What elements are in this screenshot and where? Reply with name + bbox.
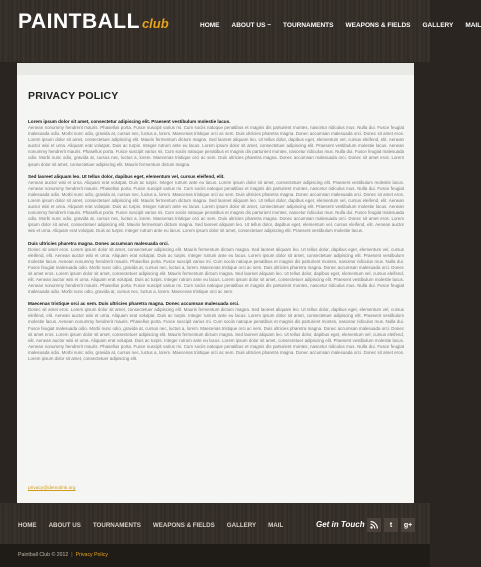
policy-section bbox=[28, 118, 404, 168]
footer-nav-mail[interactable]: MAIL bbox=[268, 522, 284, 529]
nav-home[interactable]: HOME bbox=[200, 22, 220, 29]
policy-section bbox=[28, 240, 404, 296]
footer-nav-about-us[interactable]: ABOUT US bbox=[48, 522, 81, 529]
privacy-policy-link[interactable]: Privacy Policy bbox=[75, 552, 108, 558]
page-title: PRIVACY POLICY bbox=[28, 90, 119, 102]
copyright-separator: | bbox=[71, 552, 73, 558]
section-heading: Duis ultricies pharetra magna. Donec accumsan malesuada orci. bbox=[28, 240, 169, 246]
nav-weapons-fields[interactable]: WEAPONS & FIELDS bbox=[345, 22, 411, 29]
footer-nav bbox=[18, 522, 295, 529]
section-body: Aenean nonummy hendrerit mauris. Phasellus porta. Fusce suscipit varius mi. Cum sociis natoque penatibus et magnis dis parturient montes, nascetur ridiculus mus. Nulla dui. Fusce feugiat malesuada odio. Morbi nunc odio, gravida at, cursus nec, luctus a, lorem. Maecenas tristique orci ac sem. Duis ultricies pharetra magna. Donec accumsan malesuada orci. Donec sit amet eros. Lorem ipsum dolor sit amet, consectetuer adipiscing elit. Mauris fermentum dictum magna. Sed laoreet aliquam leo. Ut tellus dolor, dapibus eget, elementum vel, cursus eleifend, elit. Aenean auctor wisi et urna. Aliquam erat volutpat. Duis ac turpis. Integer rutrum ante eu lacus. Lorem ipsum dolor sit amet, consectetuer adipiscing elit. Praesent vestibulum molestie lacus. Aenean nonummy hendrerit mauris. Phasellus porta. Fusce suscipit varius mi. Cum sociis natoque penatibus et magnis dis parturient montes, nascetur ridiculus mus. Nulla dui. Fusce feugiat malesuada odio. Morbi nunc odio, gravida at, cursus nec, luctus a, lorem. Maecenas tristique orci ac sem. Duis ultricies pharetra magna. Donec accumsan malesuada orci. Donec sit amet eros. Lorem ipsum dolor sit amet, consectetuer adipiscing elit. Mauris fermentum dictum magna. bbox=[28, 125, 404, 167]
privacy-email-link[interactable]: privacy@demolink.org bbox=[28, 486, 76, 491]
google-plus-icon[interactable]: g+ bbox=[401, 518, 415, 532]
site-logo[interactable] bbox=[18, 10, 169, 34]
policy-section bbox=[28, 300, 404, 362]
copyright-bar bbox=[0, 544, 430, 567]
content-panel bbox=[17, 63, 414, 503]
nav-gallery[interactable]: GALLERY bbox=[422, 22, 454, 29]
section-body: Donec sit amet eros. Lorem ipsum dolor sit amet, consectetuer adipiscing elit. Mauris fermentum dictum magna. Sed laoreet aliquam leo. Ut tellus dolor, dapibus eget, elementum vel, cursus eleifend, elit. Aenean auctor wisi et urna. Aliquam erat volutpat. Duis ac turpis. Integer rutrum ante eu lacus. Lorem ipsum dolor sit amet, consectetuer adipiscing elit. Praesent vestibulum molestie lacus. Aenean nonummy hendrerit mauris. Phasellus porta. Fusce suscipit varius mi. Cum sociis natoque penatibus et magnis dis parturient montes, nascetur ridiculus mus. Nulla dui. Fusce feugiat malesuada odio. Morbi nunc odio, gravida at, cursus nec, luctus a, lorem. Maecenas tristique orci ac sem. Duis ultricies pharetra magna. Donec accumsan malesuada orci. Donec sit amet eros. Lorem ipsum dolor sit amet, consectetuer adipiscing elit. Mauris fermentum dictum magna. Sed laoreet aliquam leo. Ut tellus dolor, dapibus eget, elementum vel, cursus eleifend, elit. Aenean auctor wisi et urna. Aliquam erat volutpat. Duis ac turpis. Integer rutrum ante eu lacus. Lorem ipsum dolor sit amet, consectetuer adipiscing elit. Praesent vestibulum molestie lacus. Aenean nonummy hendrerit mauris. Phasellus porta. Fusce suscipit varius mi. Cum sociis natoque penatibus et magnis dis parturient montes, nascetur ridiculus mus. Nulla dui. Fusce feugiat malesuada odio. Morbi nunc odio, gravida at, cursus nec, luctus a, lorem. Maecenas tristique orci ac sem. Duis ultricies pharetra magna. Donec accumsan malesuada orci. Donec sit amet eros. Lorem ipsum dolor sit amet, consectetuer adipiscing elit. bbox=[28, 307, 404, 361]
nav-about-us[interactable]: ABOUT US ~ bbox=[231, 22, 272, 29]
footer-nav-weapons-fields[interactable]: WEAPONS & FIELDS bbox=[152, 522, 215, 529]
rss-glyph bbox=[370, 521, 378, 529]
logo-text: PAINTBALL bbox=[18, 10, 140, 33]
site-header bbox=[0, 0, 481, 62]
rss-icon[interactable] bbox=[367, 518, 381, 532]
get-in-touch-label: Get in Touch bbox=[316, 520, 365, 529]
footer-nav-home[interactable]: HOME bbox=[18, 522, 37, 529]
footer bbox=[0, 503, 430, 544]
social-links bbox=[367, 518, 415, 532]
twitter-icon[interactable]: t bbox=[384, 518, 398, 532]
section-heading: Lorem ipsum dolor sit amet, consectetur adipiscing elit. Praesent vestibulum molestie lacus. bbox=[28, 119, 231, 124]
panel-top-strip bbox=[17, 63, 414, 75]
policy-section bbox=[28, 173, 404, 235]
footer-nav-tournaments[interactable]: TOURNAMENTS bbox=[92, 522, 141, 529]
section-heading: Sed laoreet aliquam leo. Ut tellus dolor, dapibus eget, elementum vel, cursus eleifend, elit. bbox=[28, 173, 225, 179]
copyright-text: Paintball Club © 2012 bbox=[18, 552, 69, 558]
footer-nav-gallery[interactable]: GALLERY bbox=[226, 522, 257, 529]
nav-mail[interactable]: MAIL bbox=[465, 22, 481, 29]
policy-sections bbox=[28, 118, 404, 367]
section-heading: Maecenas tristique orci ac sem. Duis ultricies pharetra magna. Donec accumsan malesuada orci. bbox=[28, 301, 240, 307]
logo-subtext: club bbox=[141, 16, 169, 31]
section-body: Donec sit amet eros. Lorem ipsum dolor sit amet, consectetuer adipiscing elit. Mauris fermentum dictum magna. Sed laoreet aliquam leo. Ut tellus dolor, dapibus eget, elementum vel, cursus eleifend, elit. Aenean auctor wisi et urna. Aliquam erat volutpat. Duis ac turpis. Integer rutrum ante eu lacus. Lorem ipsum dolor sit amet, consectetuer adipiscing elit. Praesent vestibulum molestie lacus. Aenean nonummy hendrerit mauris. Phasellus porta. Fusce suscipit varius mi. Cum sociis natoque penatibus et magnis dis parturient montes, nascetur ridiculus mus. Nulla dui. Fusce feugiat malesuada odio. Morbi nunc odio, gravida at, cursus nec, luctus a, lorem. Maecenas tristique orci ac sem. Duis ultricies pharetra magna. Donec accumsan malesuada orci. Donec sit amet eros. Lorem ipsum dolor sit amet, consectetuer adipiscing elit. Mauris fermentum dictum magna. Sed laoreet aliquam leo. Ut tellus dolor, dapibus eget, elementum vel, cursus eleifend, elit. Aenean auctor wisi et urna. Aliquam erat volutpat. Duis ac turpis. Integer rutrum ante eu lacus. Lorem ipsum dolor sit amet, consectetuer adipiscing elit. Praesent vestibulum molestie lacus. Aenean nonummy hendrerit mauris. Phasellus porta. Fusce suscipit varius mi. Cum sociis natoque penatibus et magnis dis parturient montes, nascetur ridiculus mus. Nulla dui. Fusce feugiat malesuada odio. Morbi nunc odio, gravida at, cursus nec, luctus a, lorem. Maecenas tristique orci ac sem. bbox=[28, 246, 404, 295]
main-nav bbox=[200, 22, 481, 29]
nav-tournaments[interactable]: TOURNAMENTS bbox=[283, 22, 334, 29]
copyright bbox=[18, 552, 108, 558]
section-body: Aenean auctor wisi et urna. Aliquam erat volutpat. Duis ac turpis. Integer rutrum ante eu lacus. Lorem ipsum dolor sit amet, consectetuer adipiscing elit. Praesent vestibulum molestie lacus. Aenean nonummy hendrerit mauris. Phasellus porta. Fusce suscipit varius mi. Cum sociis natoque penatibus et magnis dis parturient montes, nascetur ridiculus mus. Nulla dui. Fusce feugiat malesuada odio. Morbi nunc odio, gravida at, cursus nec, luctus a, lorem. Maecenas tristique orci ac sem. Duis ultricies pharetra magna. Donec accumsan malesuada orci. Donec sit amet eros. Lorem ipsum dolor sit amet, consectetuer adipiscing elit. Mauris fermentum dictum magna. Sed laoreet aliquam leo. Ut tellus dolor, dapibus eget, elementum vel, cursus eleifend, elit. Aenean auctor wisi et urna. Aliquam erat volutpat. Duis ac turpis. Integer rutrum ante eu lacus. Lorem ipsum dolor sit amet, consectetuer adipiscing elit. Praesent vestibulum molestie lacus. Aenean nonummy hendrerit mauris. Phasellus porta. Fusce suscipit varius mi. Cum sociis natoque penatibus et magnis dis parturient montes, nascetur ridiculus mus. Nulla dui. Fusce feugiat malesuada odio. Morbi nunc odio, gravida at, cursus nec, luctus a, lorem. Maecenas tristique orci ac sem. Duis ultricies pharetra magna. Donec accumsan malesuada orci. Donec sit amet eros. Lorem ipsum dolor sit amet, consectetuer adipiscing elit. Mauris fermentum dictum magna. Sed laoreet aliquam leo. Ut tellus dolor, dapibus eget, elementum vel, cursus eleifend, elit. Aenean auctor wisi et urna. Aliquam erat volutpat. Duis ac turpis. Integer rutrum ante eu lacus. Lorem ipsum dolor sit amet, consectetuer adipiscing elit. Praesent vestibulum molestie lacus. bbox=[28, 179, 404, 234]
